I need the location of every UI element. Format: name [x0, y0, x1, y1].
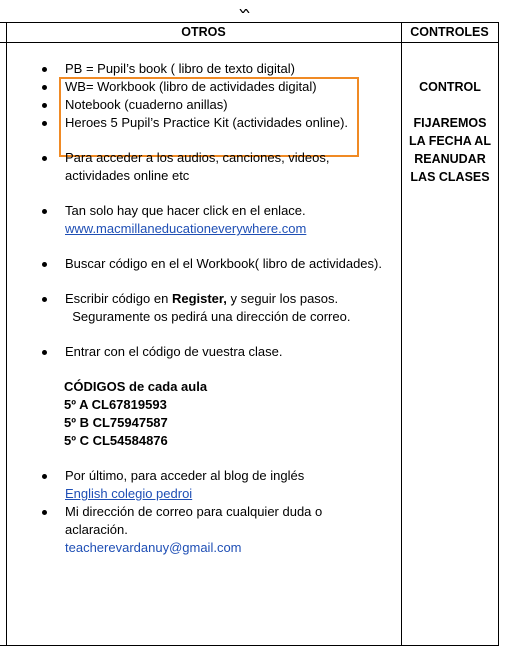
header-controles: CONTROLES — [410, 25, 489, 39]
code-item: 5º C CL54584876 — [64, 433, 168, 448]
list-item-email: Mi dirección de correo para cualquier duda o aclaración. teacherevardanuy@gmail.com — [42, 503, 392, 557]
list-item-search-code: Buscar código en el el Workbook( libro de actividades). — [42, 255, 392, 273]
email-address[interactable]: teacherevardanuy@gmail.com — [65, 540, 242, 555]
code-item: 5º B CL75947587 — [64, 415, 168, 430]
header-divider — [0, 42, 498, 43]
control-note: LAS CLASES — [410, 170, 490, 184]
list-item-blog: Por último, para acceder al blog de inglés English colegio pedroi — [42, 467, 392, 503]
list-item-register: Escribir código en Register, y seguir los pasos. Seguramente os pedirá una dirección de correo. — [42, 290, 392, 326]
class-codes — [42, 378, 392, 450]
control-note: REANUDAR — [414, 152, 486, 166]
control-title: CONTROL — [419, 80, 481, 94]
list-item: WB= Workbook (libro de actividades digital) — [42, 78, 392, 96]
list-item-click: Tan solo hay que hacer click en el enlace. www.macmillaneducationeverywhere.com — [42, 202, 392, 238]
macmillan-link[interactable]: www.macmillaneducationeverywhere.com — [65, 221, 307, 236]
list-item: PB = Pupil’s book ( libro de texto digital) — [42, 60, 392, 78]
control-note: FIJAREMOS — [413, 116, 487, 130]
list-item: Notebook (cuaderno anillas) — [42, 96, 392, 114]
blog-link[interactable]: English colegio pedroi — [65, 486, 193, 501]
list-item-enter-code: Entrar con el código de vuestra clase. — [42, 343, 392, 361]
controles-content — [402, 78, 498, 186]
cropped-title-fragment — [238, 0, 252, 4]
otros-content — [42, 60, 392, 557]
codes-title: CÓDIGOS de cada aula — [64, 379, 208, 394]
code-item: 5º A CL67819593 — [64, 397, 167, 412]
table-left-border — [6, 23, 7, 645]
list-item-access: Para acceder a los audios, canciones, videos, actividades online etc — [42, 149, 392, 185]
header-otros: OTROS — [181, 25, 226, 39]
control-note: LA FECHA AL — [409, 134, 491, 148]
list-item: Heroes 5 Pupil’s Practice Kit (actividades online). — [42, 114, 392, 132]
